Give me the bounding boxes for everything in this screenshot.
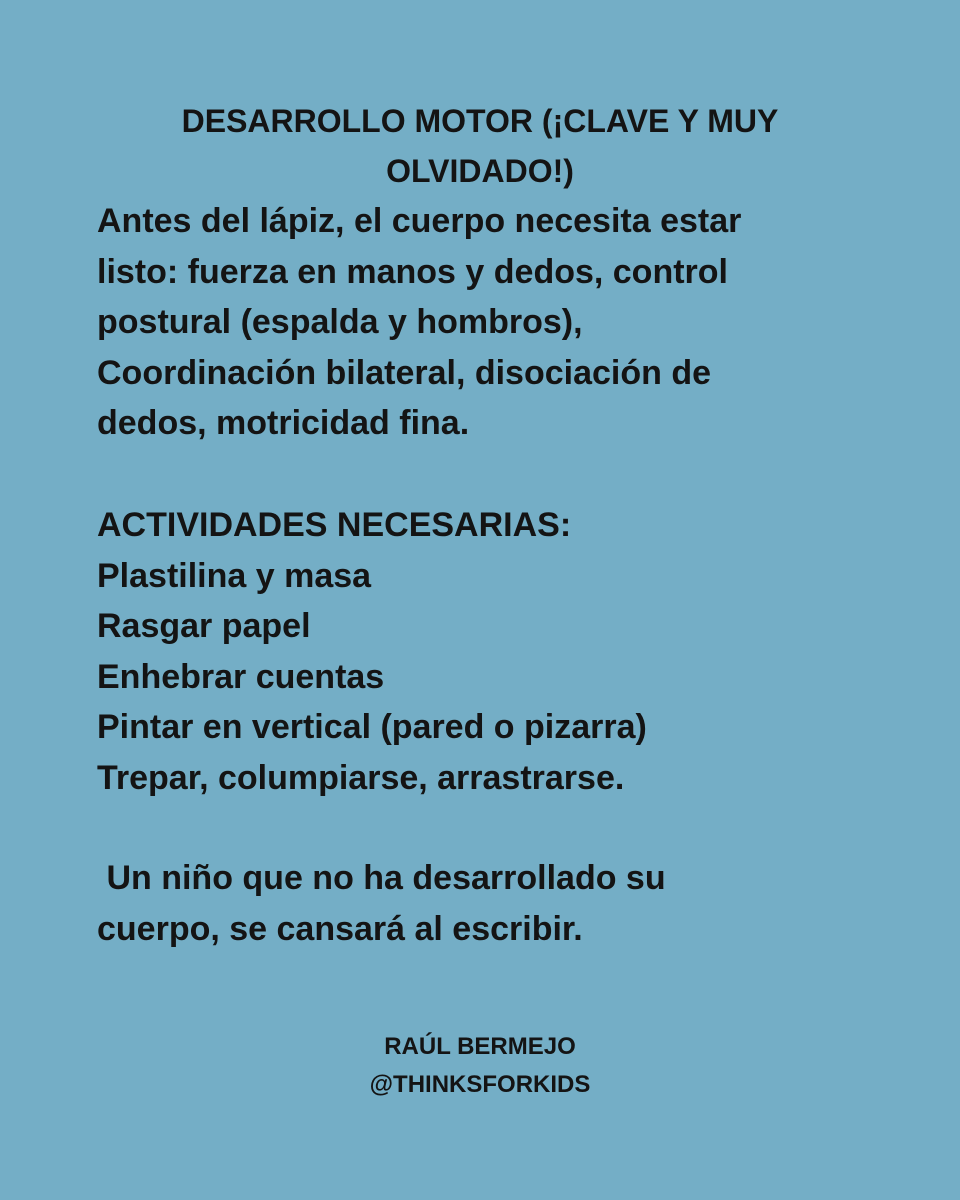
activities-section — [97, 500, 897, 803]
activities-heading: ACTIVIDADES NECESARIAS: — [97, 506, 572, 544]
activity-item: Pintar en vertical (pared o pizarra) — [97, 708, 647, 746]
intro-line: Antes del lápiz, el cuerpo necesita estar — [97, 202, 742, 240]
intro-line: postural (espalda y hombros), — [97, 303, 583, 341]
intro-line: listo: fuerza en manos y dedos, control — [97, 252, 728, 291]
closing-line: cuerpo, se cansará al escribir. — [97, 909, 583, 948]
author-handle: @THINKSFORKIDS — [369, 1071, 591, 1098]
activity-item: Trepar, columpiarse, arrastrarse. — [97, 758, 625, 797]
page-title — [80, 96, 880, 196]
activity-item: Enhebrar cuentas — [97, 657, 385, 696]
signature — [0, 1028, 960, 1104]
closing-line: Un niño que no ha desarrollado su — [97, 859, 666, 897]
intro-line: dedos, motricidad fina. — [97, 404, 470, 442]
intro-line: Coordinación bilateral, disociación de — [97, 353, 712, 392]
title-line-1: DESARROLLO MOTOR (¡CLAVE Y MUY — [181, 103, 779, 139]
closing-paragraph — [97, 853, 897, 954]
title-line-2: OLVIDADO!) — [386, 153, 574, 189]
intro-paragraph — [97, 196, 897, 449]
author-name: RAÚL BERMEJO — [384, 1033, 576, 1060]
activity-item: Plastilina y masa — [97, 556, 372, 595]
activity-item: Rasgar papel — [97, 607, 311, 645]
